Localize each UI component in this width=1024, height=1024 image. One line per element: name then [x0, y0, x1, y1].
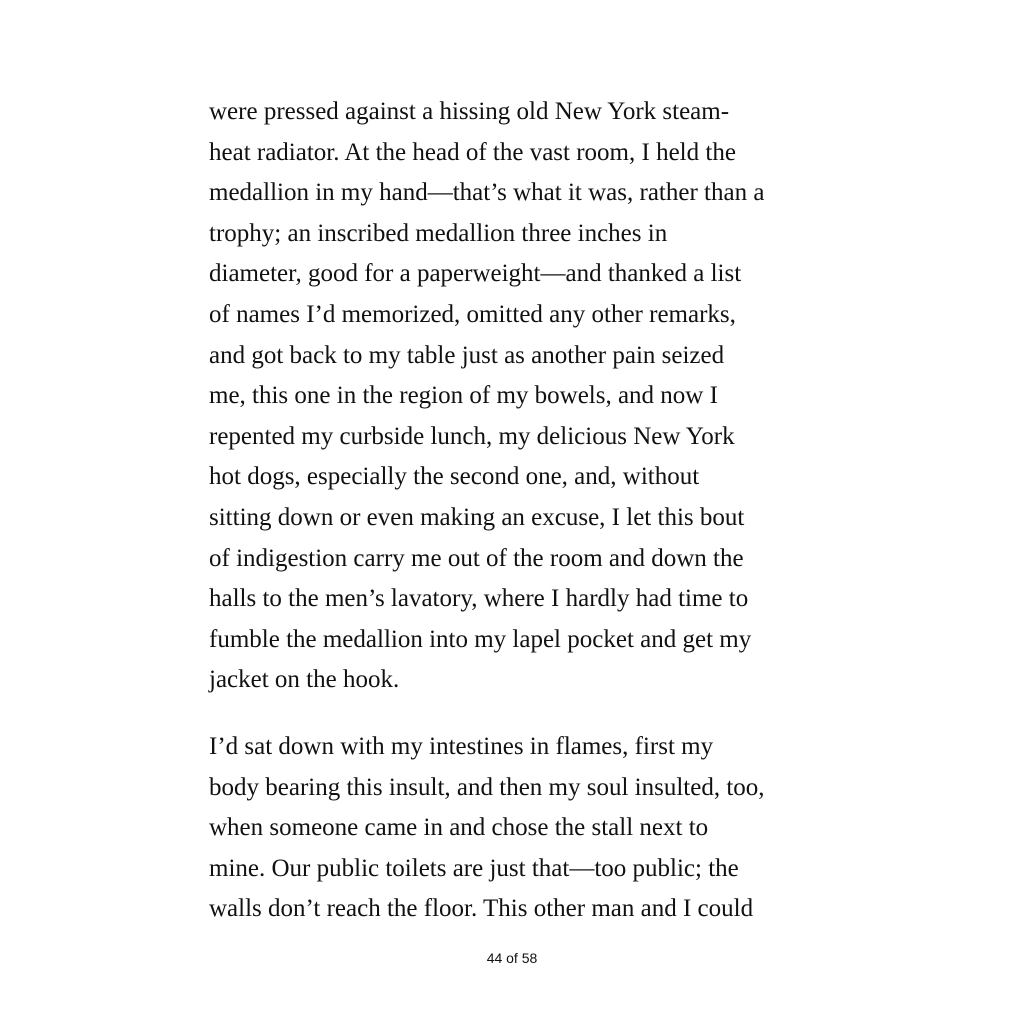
text-line: jacket on the hook. [209, 666, 400, 694]
paragraph-1 [209, 92, 829, 701]
text-line: me, this one in the region of my bowels, and now I [209, 382, 718, 410]
text-line: heat radiator. At the head of the vast room, I held the [209, 138, 736, 166]
text-line: diameter, good for a paperweight—and thanked a list [209, 260, 742, 288]
text-line: body bearing this insult, and then my soul insulted, too, [209, 773, 765, 801]
text-line: fumble the medallion into my lapel pocket and get my [209, 625, 752, 653]
text-line: I’d sat down with my intestines in flames, first my [209, 732, 714, 760]
text-line: hot dogs, especially the second one, and, without [209, 463, 700, 491]
page-indicator: 44 of 58 [486, 950, 538, 966]
text-line: and got back to my table just as another pain seized [209, 341, 725, 369]
paragraph-2 [209, 727, 829, 930]
text-line: of indigestion carry me out of the room and down the [209, 544, 744, 572]
text-line: repented my curbside lunch, my delicious New York [209, 422, 735, 450]
text-line: walls don’t reach the floor. This other man and I could [209, 895, 754, 923]
text-line: when someone came in and chose the stall next to [209, 814, 709, 842]
text-line: were pressed against a hissing old New York steam- [209, 98, 730, 125]
text-line: medallion in my hand—that’s what it was, rather than a [209, 179, 765, 207]
text-line: halls to the men’s lavatory, where I hardly had time to [209, 585, 749, 613]
text-line: sitting down or even making an excuse, I let this bout [209, 503, 745, 531]
page-text [209, 92, 829, 930]
text-line: mine. Our public toilets are just that—too public; the [209, 854, 739, 882]
text-line: trophy; an inscribed medallion three inches in [209, 219, 668, 247]
text-line: of names I’d memorized, omitted any other remarks, [209, 300, 736, 328]
